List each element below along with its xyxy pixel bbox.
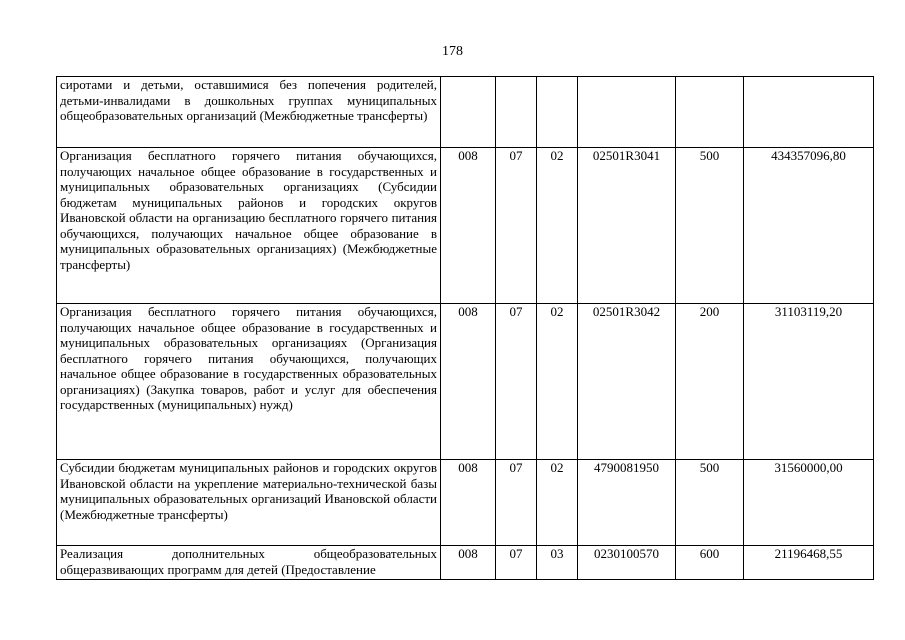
subsection-code-cell: 02: [537, 148, 578, 304]
table-row: [57, 77, 874, 148]
expense-type-cell: 600: [676, 546, 744, 580]
expense-type-cell: 500: [676, 460, 744, 546]
table-row: [57, 546, 874, 580]
table-row: [57, 304, 874, 460]
amount-cell: 31103119,20: [744, 304, 874, 460]
section-code-cell: 07: [496, 304, 537, 460]
table-row: [57, 460, 874, 546]
section-code-cell: 07: [496, 460, 537, 546]
target-code-cell: 0230100570: [578, 546, 676, 580]
section-code-cell: 07: [496, 546, 537, 580]
target-code-cell: [578, 77, 676, 148]
ministry-code-cell: 008: [441, 460, 496, 546]
expense-type-cell: [676, 77, 744, 148]
ministry-code-cell: 008: [441, 546, 496, 580]
page-number: 178: [442, 44, 463, 59]
expense-type-cell: 200: [676, 304, 744, 460]
section-code-cell: [496, 77, 537, 148]
subsection-code-cell: 03: [537, 546, 578, 580]
subsection-code-cell: 02: [537, 460, 578, 546]
expense-name-cell: Субсидии бюджетам муниципальных районов и городских округов Ивановской области на укрепление материально-технической базы муниципальных образовательных организаций Ивановской области (Межбюджетные трансферты): [57, 460, 441, 546]
budget-table: [56, 76, 874, 580]
expense-name-cell: Организация бесплатного горячего питания обучающихся, получающих начальное общее образование в государственных и муниципальных образовательных организациях (Субсидии бюджетам муниципальных районов и городских округов Ивановской области на организацию бесплатного горячего питания обучающихся, получающих начальное общее образование в муниципальных образовательных организациях) (Межбюджетные трансферты): [57, 148, 441, 304]
subsection-code-cell: 02: [537, 304, 578, 460]
target-code-cell: 4790081950: [578, 460, 676, 546]
ministry-code-cell: [441, 77, 496, 148]
amount-cell: 21196468,55: [744, 546, 874, 580]
expense-name-cell: сиротами и детьми, оставшимися без попечения родителей, детьми-инвалидами в дошкольных группах муниципальных общеобразовательных организаций (Межбюджетные трансферты): [57, 77, 441, 148]
amount-cell: 31560000,00: [744, 460, 874, 546]
subsection-code-cell: [537, 77, 578, 148]
target-code-cell: 02501R3042: [578, 304, 676, 460]
expense-name-cell: Реализация дополнительных общеобразовательных общеразвивающих программ для детей (Предоставление: [57, 546, 441, 580]
target-code-cell: 02501R3041: [578, 148, 676, 304]
section-code-cell: 07: [496, 148, 537, 304]
ministry-code-cell: 008: [441, 148, 496, 304]
amount-cell: 434357096,80: [744, 148, 874, 304]
ministry-code-cell: 008: [441, 304, 496, 460]
expense-name-cell: Организация бесплатного горячего питания обучающихся, получающих начальное общее образование в государственных и муниципальных образовательных организациях (Организация бесплатного горячего питания обучающихся, получающих начальное общее образование в государственных образовательных организациях) (Закупка товаров, работ и услуг для обеспечения государственных (муниципальных) нужд): [57, 304, 441, 460]
expense-type-cell: 500: [676, 148, 744, 304]
table-row: [57, 148, 874, 304]
amount-cell: [744, 77, 874, 148]
